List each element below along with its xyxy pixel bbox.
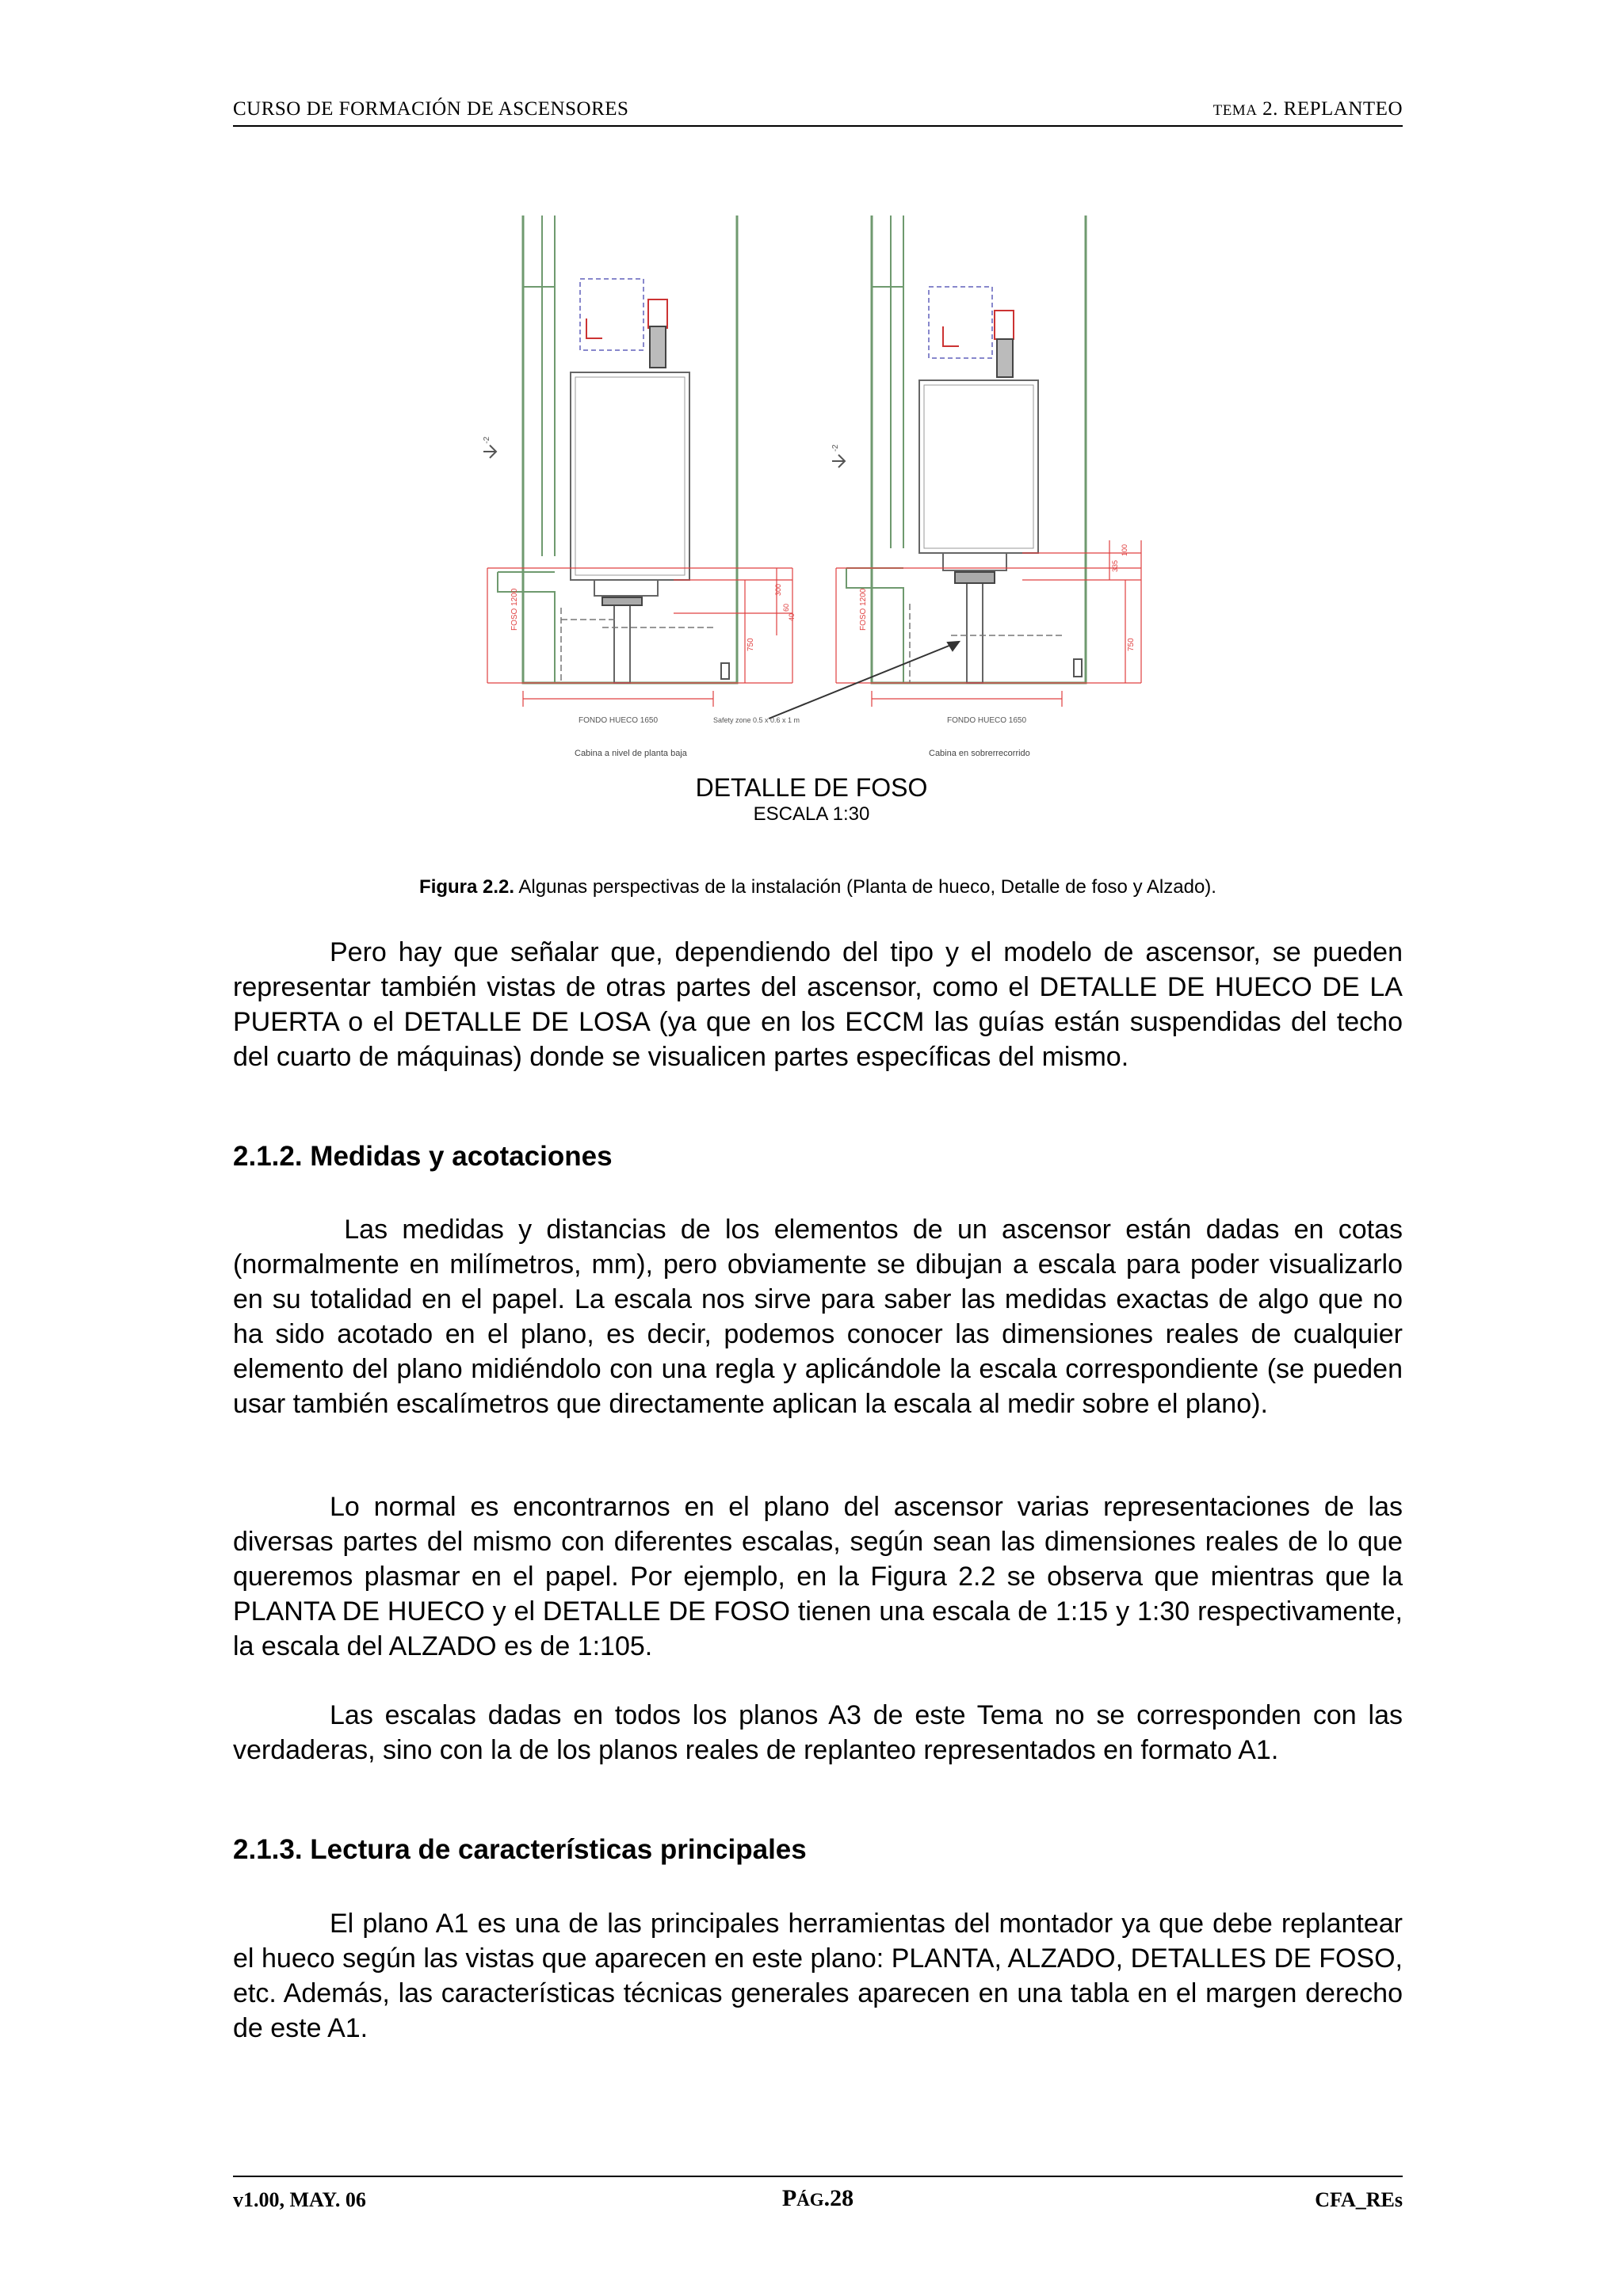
page-header <box>233 93 1403 127</box>
header-course-title: CURSO DE FORMACIÓN DE ASCENSORES <box>233 98 629 120</box>
left-ladder-foot <box>721 663 729 679</box>
left-cabin-base <box>594 580 658 596</box>
paragraph-2 <box>233 1212 1403 1421</box>
pit-detail-drawing <box>475 208 1157 762</box>
right-guide-lines <box>910 604 1062 683</box>
left-cabin-inner <box>575 377 685 575</box>
right-cabin-inner <box>924 385 1033 548</box>
figure-title: DETALLE DE FOSO <box>695 773 928 802</box>
left-dim-300: 300 <box>774 583 782 596</box>
paragraph-4 <box>233 1698 1403 1768</box>
page-footer <box>233 2176 1403 2211</box>
figure-caption <box>233 876 1403 898</box>
right-buffer-plate <box>955 572 995 583</box>
left-top-device <box>650 326 666 368</box>
right-sling-outline <box>929 287 992 358</box>
paragraph-5 <box>233 1906 1403 2046</box>
right-level-label: -2 <box>831 444 840 452</box>
paragraph-3 <box>233 1489 1403 1664</box>
right-ladder-foot <box>1074 659 1082 677</box>
right-foso-label: FOSO 1200 <box>859 588 868 631</box>
right-pit-view <box>831 215 1141 758</box>
left-guide-lines <box>561 608 713 683</box>
section-heading-2-1-2: 2.1.2. Medidas y acotaciones <box>233 1141 613 1172</box>
header-topic-small: TEMA <box>1212 102 1258 119</box>
right-hook <box>943 326 959 346</box>
right-buffer-top <box>995 311 1014 339</box>
right-top-device <box>997 339 1013 377</box>
figure-caption-label: Figura 2.2. <box>419 876 515 898</box>
right-dim-750: 750 <box>1127 638 1136 651</box>
right-cabin <box>919 380 1038 553</box>
footer-page-value: .28 <box>823 2185 854 2211</box>
paragraph-2-text: Las medidas y distancias de los elementos de un ascensor están dadas en cotas (normalmente en milímetros, mm), pero obviamente se dibujan a escala para poder visualizarlo en su totalidad en el papel. La escala nos sirve para saber las medidas exactas de algo que no ha sido acotado en el plano, es decir, podemos conocer las dimensiones reales de cualquier elemento del plano midiéndolo con una regla y aplicándole la escala correspondiente (se pueden usar también escalímetros que directamente aplican la escala al medir sobre el plano). <box>233 1215 1403 1419</box>
left-width-dimension <box>523 691 713 707</box>
right-level-arrow <box>832 455 845 467</box>
footer-version: v1.00, MAY. 06 <box>233 2188 366 2211</box>
right-red-dimensions <box>836 540 1141 683</box>
left-shaft-frame <box>523 215 555 556</box>
left-red-dim-vertical <box>745 568 777 683</box>
left-dim-60: 60 <box>782 603 790 612</box>
left-fondo-hueco: FONDO HUECO 1650 <box>579 716 659 725</box>
footer-page-prefix-small: ÁG <box>796 2190 824 2210</box>
safety-zone-label: Safety zone 0.5 x 0.6 x 1 m <box>713 716 800 724</box>
left-pit-view <box>483 215 800 758</box>
left-red-dimensions <box>487 568 792 683</box>
left-cabin <box>571 372 689 580</box>
left-floor-slab <box>498 572 555 683</box>
right-dim-335: 335 <box>1111 559 1119 572</box>
left-dim-750: 750 <box>747 638 755 651</box>
left-sling-outline <box>580 279 643 350</box>
right-width-dimension <box>872 691 1062 707</box>
left-dim-40: 40 <box>788 612 796 621</box>
left-buffer-post <box>614 596 630 683</box>
figure-caption-text: Algunas perspectivas de la instalación (Planta de hueco, Detalle de foso y Alzado). <box>514 876 1216 898</box>
footer-page-number <box>233 2185 1403 2212</box>
figure-scale: ESCALA 1:30 <box>753 803 870 825</box>
header-topic-title: 2. REPLANTEO <box>1262 98 1403 120</box>
paragraph-1 <box>233 935 1403 1074</box>
header-topic <box>1213 98 1403 120</box>
left-buffer-top <box>648 299 667 328</box>
left-view-caption: Cabina a nivel de planta baja <box>575 749 687 758</box>
right-shaft-frame <box>872 215 903 548</box>
paragraph-3-text: Lo normal es encontrarnos en el plano del ascensor varias representaciones de las diversas partes del mismo con diferentes escalas, según sean las dimensiones reales de lo que queremos plasmar en el papel. Por ejemplo, en la Figura 2.2 se observa que mientras que la PLANTA DE HUECO y el DETALLE DE FOSO tienen una escala de 1:15 y 1:30 respectivamente, la escala del ALZADO es de 1:105. <box>233 1492 1403 1661</box>
right-fondo-hueco: FONDO HUECO 1650 <box>947 716 1027 725</box>
paragraph-1-text: Pero hay que señalar que, dependiendo del tipo y el modelo de ascensor, se pueden representar también vistas de otras partes del ascensor, como el DETALLE DE HUECO DE LA PUERTA o el DETALLE DE LOSA (ya que en los ECCM las guías están suspendidas del techo del cuarto de máquinas) donde se visualicen partes específicas del mismo. <box>233 937 1403 1072</box>
footer-page-prefix: P <box>781 2185 797 2211</box>
left-hook <box>586 318 602 338</box>
paragraph-5-text: El plano A1 es una de las principales herramientas del montador ya que debe replantear el hueco según las vistas que aparecen en este plano: PLANTA, ALZADO, DETALLES DE FOSO, etc. Además, las características técnicas generales aparecen en una tabla en el margen derecho de este A1. <box>233 1909 1403 2043</box>
footer-code: CFA_REs <box>1315 2188 1403 2211</box>
right-view-caption: Cabina en sobrerrecorrido <box>929 749 1030 758</box>
left-buffer-plate <box>602 597 642 605</box>
right-dim-100: 100 <box>1121 543 1128 556</box>
left-level-label: -2 <box>483 437 491 444</box>
safety-leader-line <box>769 642 959 719</box>
paragraph-4-text: Las escalas dadas en todos los planos A3 de este Tema no se corresponden con las verdaderas, sino con la de los planos reales de replanteo representados en formato A1. <box>233 1700 1403 1765</box>
left-foso-label: FOSO 1200 <box>510 588 519 631</box>
safety-leader-arrowhead <box>948 642 959 650</box>
left-level-arrow <box>483 445 496 458</box>
right-floor-slab <box>846 568 903 683</box>
right-buffer-post <box>967 570 983 683</box>
section-heading-2-1-3: 2.1.3. Lectura de características principales <box>233 1834 807 1865</box>
